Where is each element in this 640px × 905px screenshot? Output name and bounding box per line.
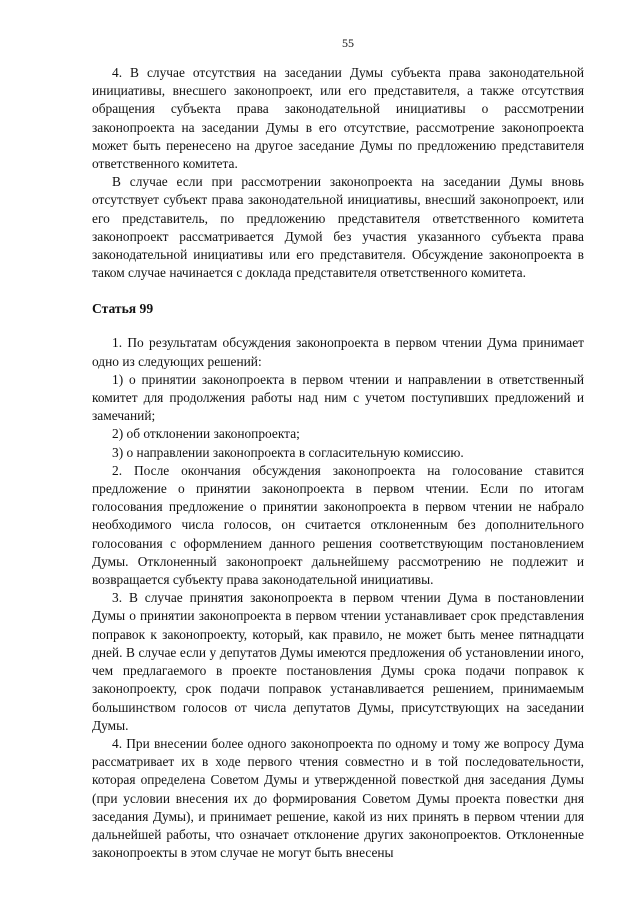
article-title: Статья 99 [92, 301, 154, 317]
paragraph-3-amendments: 3. В случае принятия законопроекта в первом чтении Дума в постановлении Думы о принятии законопроекта в первом чтении устанавливает срок представления поправок к законопроекту, который, как правило, не может быть менее пятнадцати дней. В случае если у депутатов Думы имеются предложения об установлении иного, чем предлагаемого в проекте постановления Думы срока подачи поправок к законопроекту, срок подачи поправок устанавливается решением, принимаемым большинством голосов от числа депутатов Думы, присутствующих на заседании Думы. [92, 590, 584, 733]
paragraph-2-voting: 2. После окончания обсуждения законопроекта на голосование ставится предложение о принятии законопроекта в первом чтении. Если по итогам голосования предложение о принятии законопроекта в первом чтении не набрало необходимого числа голосов, он считается отклоненным без дополнительного голосования с оформлением данного решения соответствующим постановлением Думы. Отклоненный законопроект дальнейшему рассмотрению не подлежит и возвращается субъекту права законодательной инициативы. [92, 462, 584, 588]
document-page [92, 36, 584, 862]
paragraph-repeat-absence: В случае если при рассмотрении законопроекта на заседании Думы вновь отсутствует субъект права законодательной инициативы, внесший законопроект, или его представитель, по предложению представителя ответственного комитета законопроект рассматривается Думой без участия указанного субъекта права законодательной инициативы или его представителя. Обсуждение законопроекта в таком случае начинается с доклада представителя ответственного комитета. [92, 174, 584, 281]
paragraph-4-absence: 4. В случае отсутствия на заседании Думы субъекта права законодательной инициативы, внесшего законопроект, или его представителя, а также отсутствия обращения субъекта права законодательной инициативы о рассмотрении законопроекта на заседании Думы в его отсутствие, рассмотрение законопроекта может быть перенесено на другое заседание Думы по предложению представителя ответственного комитета. [92, 65, 584, 172]
paragraph-4-multiple-bills: 4. При внесении более одного законопроекта по одному и тому же вопросу Дума рассматривает их в ходе первого чтения совместно и в той последовательности, которая определена Советом Думы и утвержденной повесткой дня заседания Думы (при условии внесения их до формирования Советом Думы проекта повестки дня заседания Думы), и принимает решение, какой из них принять в первом чтении для дальнейшей работы, что означает отклонение других законопроектов. Отклоненные законопроекты в этом случае не могут быть внесены [92, 735, 584, 861]
paragraph-1-decisions: 1. По результатам обсуждения законопроекта в первом чтении Дума принимает одно из следующих решений: [92, 335, 584, 369]
list-item-2: 2) об отклонении законопроекта; [112, 426, 300, 442]
page-number: 55 [342, 36, 354, 50]
list-item-1: 1) о принятии законопроекта в первом чтении и направлении в ответственный комитет для продолжения работы над ним с учетом поступивших предложений и замечаний; [92, 371, 584, 424]
list-item-3: 3) о направлении законопроекта в согласительную комиссию. [112, 444, 464, 460]
